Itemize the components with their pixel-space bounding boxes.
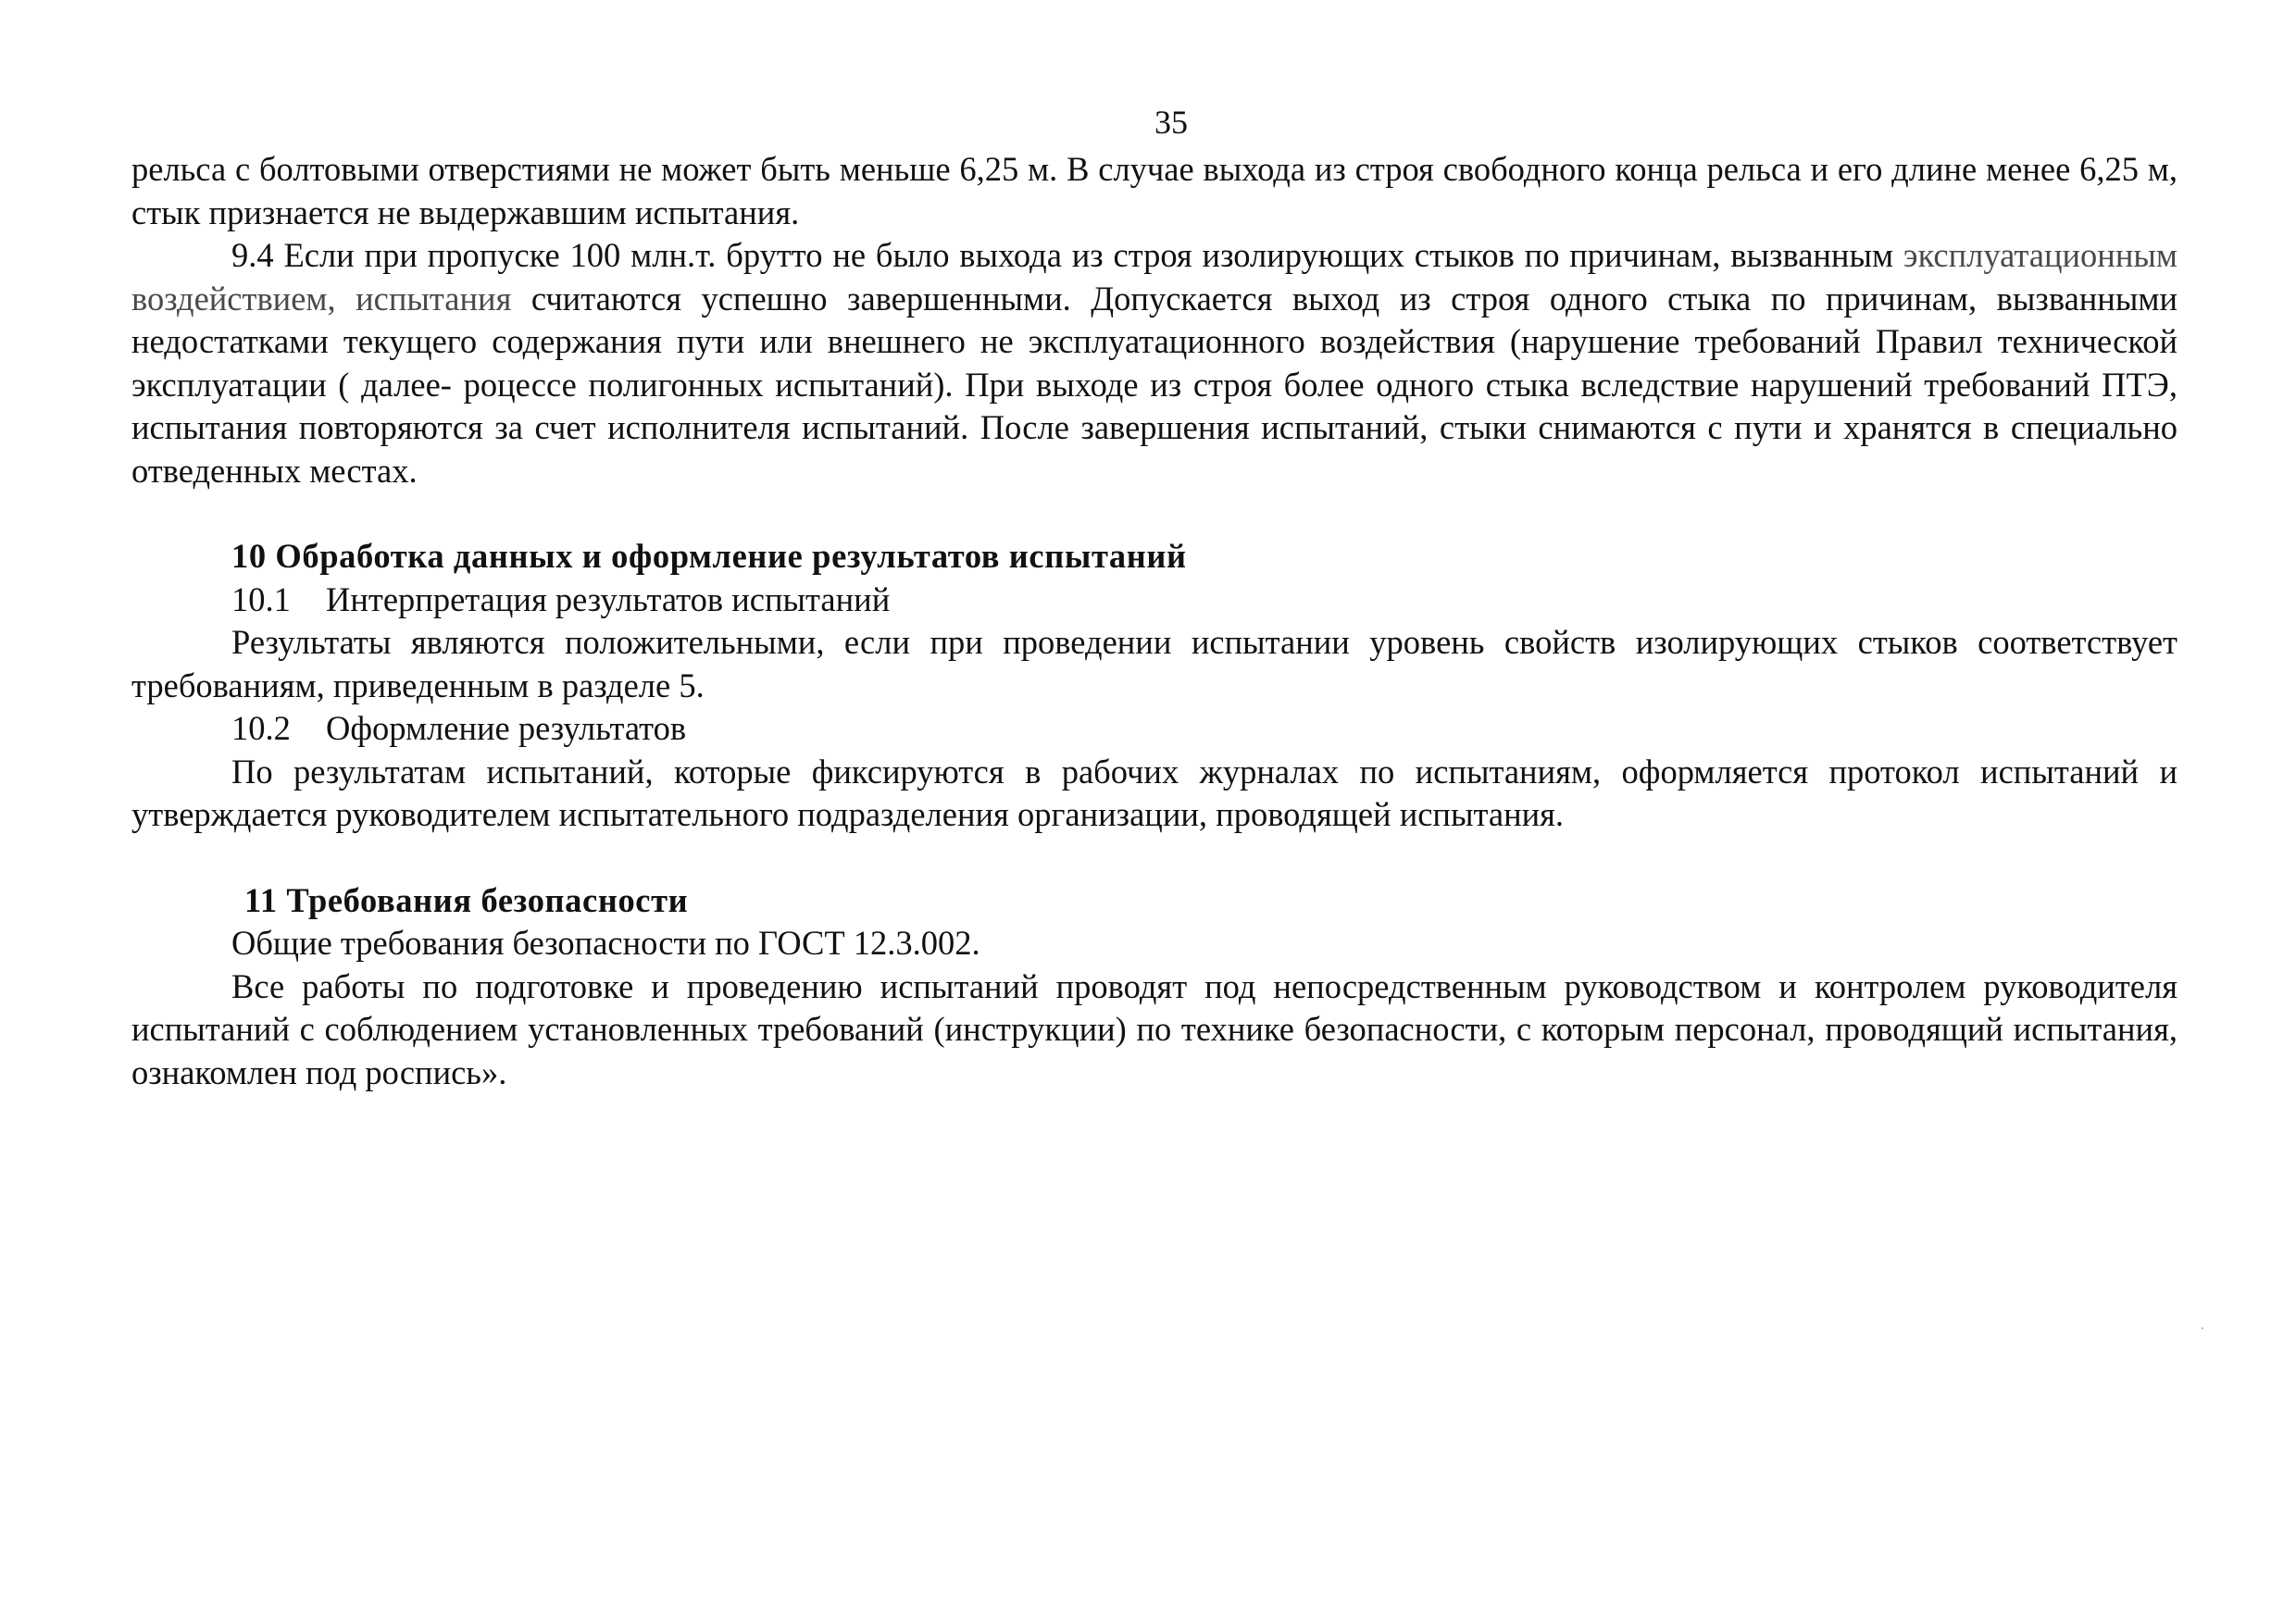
document-body <box>131 148 2177 1094</box>
subsection-10-1-heading <box>131 579 2177 622</box>
section-spacer <box>131 492 2177 535</box>
subsection-10-2-number: 10.2 <box>231 709 291 747</box>
subsection-10-2-heading <box>131 707 2177 751</box>
subsection-10-1-number: 10.1 <box>231 579 291 618</box>
section-10-heading: 10 Обработка данных и оформление результатов испытаний <box>231 537 1187 575</box>
scan-speck <box>2202 1327 2203 1329</box>
section-11-heading: 11 Требования безопасности <box>244 880 689 919</box>
subsection-10-1-text: Результаты являются положительными, если при проведении испытании уровень свойств изолирующих стыков соответствует требованиям, приведенным в разделе 5. <box>131 623 2177 704</box>
section-11-line-1: Общие требования безопасности по ГОСТ 12.3.002. <box>231 924 980 962</box>
page-number <box>0 104 2296 141</box>
paragraph-9-4-lead: 9.4 Если при пропуске 100 млн.т. брутто не было выхода из строя изолирующих стыков по причинам, вызванным <box>231 236 1903 274</box>
section-11-line-2: Все работы по подготовке и проведению испытаний проводят под непосредственным руководством и контролем руководителя испытаний с соблюдением установленных требований (инструкции) по технике безопасности, с которым персонал, проводящий испытания, ознакомлен под роспись». <box>131 966 2177 1091</box>
subsection-10-2-title: Оформление результатов <box>326 709 687 747</box>
paragraph-9-4-faded: эксплуатационным воздействием, испытания <box>131 236 2177 318</box>
paragraph-continuation: рельса с болтовыми отверстиями не может быть меньше 6,25 м. В случае выхода из строя свободного конца рельса и его длине менее 6,25 м, стык признается не выдержавшим испытания. <box>131 150 2177 231</box>
subsection-10-2-text: По результатам испытаний, которые фиксируются в рабочих журналах по испытаниям, оформляется протокол испытаний и утверждается руководителем испытательного подразделения организации, проводящей испытания. <box>131 752 2177 833</box>
paragraph-9-4-rest: считаются успешно завершенными. Допускается выход из строя одного стыка по причинам, вызванными недостатками текущего содержания пути или внешнего не эксплуатационного воздействия (нарушение требований Правил технической эксплуатации ( далее- роцессе полигонных испытаний). При выходе из строя более одного стыка вследствие нарушений требований ПТЭ, испытания повторяются за счет исполнителя испытаний. После завершения испытаний, стыки снимаются с пути и хранятся в специально отведенных местах. <box>131 279 2177 490</box>
subsection-10-1-title: Интерпретация результатов испытаний <box>326 579 891 618</box>
section-spacer <box>131 837 2177 879</box>
paragraph-9-4 <box>131 234 2177 492</box>
page-number-text: 35 <box>1154 104 1188 141</box>
